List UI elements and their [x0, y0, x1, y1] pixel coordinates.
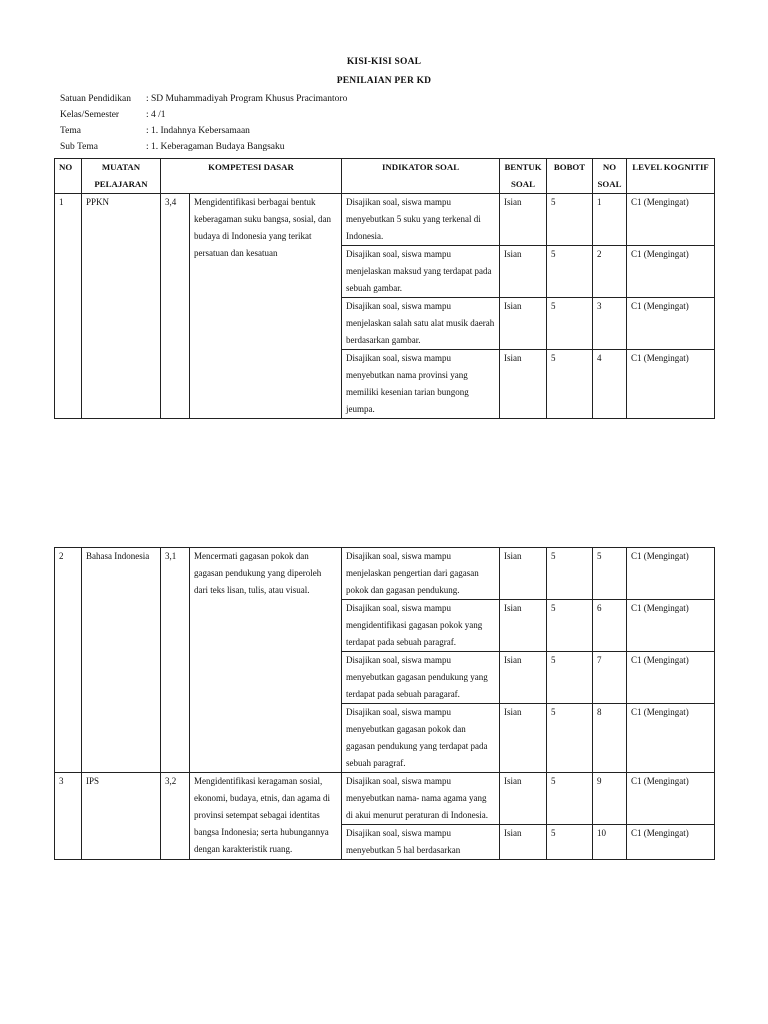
cell-level: C1 (Mengingat) [627, 194, 715, 246]
cell-indikator: Disajikan soal, siswa mampu mengidentifikasi gagasan pokok yang terdapat pada sebuah paragraf. [342, 600, 500, 652]
cell-indikator: Disajikan soal, siswa mampu menyebutkan 5 hal berdasarkan [342, 825, 500, 860]
cell-level: C1 (Mengingat) [627, 246, 715, 298]
cell-indikator: Disajikan soal, siswa mampu menyebutkan gagasan pokok dan gagasan pendukung yang terdapat pada sebuah paragraf. [342, 704, 500, 773]
info-row [60, 107, 347, 123]
cell-bentuk: Isian [500, 825, 547, 860]
cell-bentuk: Isian [500, 350, 547, 419]
cell-muatan: PPKN [82, 194, 161, 419]
cell-bobot: 5 [547, 246, 593, 298]
cell-muatan: IPS [82, 773, 161, 860]
cell-kd-no: 3,2 [161, 773, 190, 860]
document-title: KISI-KISI SOAL [346, 57, 422, 67]
cell-level: C1 (Mengingat) [627, 548, 715, 600]
info-label: Sub Tema [60, 142, 98, 152]
cell-bentuk: Isian [500, 652, 547, 704]
cell-bentuk: Isian [500, 773, 547, 825]
cell-level: C1 (Mengingat) [627, 773, 715, 825]
col-header-kd: KOMPETESI DASAR [161, 159, 342, 194]
info-value: : SD Muhammadiyah Program Khusus Pracimantoro [146, 94, 348, 104]
document-subtitle: PENILAIAN PER KD [336, 76, 432, 86]
col-header-no-soal: NO SOAL [593, 159, 627, 194]
cell-no-soal: 2 [593, 246, 627, 298]
cell-no-soal: 10 [593, 825, 627, 860]
cell-level: C1 (Mengingat) [627, 600, 715, 652]
cell-level: C1 (Mengingat) [627, 704, 715, 773]
table-header-row [55, 159, 715, 194]
table-row [55, 194, 715, 246]
cell-no: 1 [55, 194, 82, 419]
cell-bobot: 5 [547, 350, 593, 419]
table-row [55, 548, 715, 600]
col-header-bentuk: BENTUK SOAL [500, 159, 547, 194]
cell-level: C1 (Mengingat) [627, 350, 715, 419]
col-header-bobot: BOBOT [547, 159, 593, 194]
col-header-level: LEVEL KOGNITIF [627, 159, 715, 194]
cell-bobot: 5 [547, 298, 593, 350]
cell-bentuk: Isian [500, 246, 547, 298]
cell-level: C1 (Mengingat) [627, 298, 715, 350]
cell-bobot: 5 [547, 194, 593, 246]
info-row [60, 123, 347, 139]
cell-indikator: Disajikan soal, siswa mampu menjelaskan salah satu alat musik daerah berdasarkan gambar. [342, 298, 500, 350]
cell-no-soal: 6 [593, 600, 627, 652]
cell-bentuk: Isian [500, 704, 547, 773]
col-header-no: NO [55, 159, 82, 194]
cell-bobot: 5 [547, 704, 593, 773]
cell-bentuk: Isian [500, 548, 547, 600]
cell-bobot: 5 [547, 600, 593, 652]
info-value: : 4 /1 [146, 110, 166, 120]
cell-bobot: 5 [547, 652, 593, 704]
cell-kd: Mengidentifikasi keragaman sosial, ekonomi, budaya, etnis, dan agama di provinsi setempat sebagai identitas bangsa Indonesia; serta hubungannya dengan karakteristik ruang. [190, 773, 342, 860]
cell-no-soal: 8 [593, 704, 627, 773]
col-header-muatan: MUATAN PELAJARAN [82, 159, 161, 194]
cell-bobot: 5 [547, 773, 593, 825]
cell-no-soal: 5 [593, 548, 627, 600]
cell-kd: Mengidentifikasi berbagai bentuk keberagaman suku bangsa, sosial, dan budaya di Indonesia yang terikat persatuan dan kesatuan [190, 194, 342, 419]
cell-muatan: Bahasa Indonesia [82, 548, 161, 773]
cell-no: 3 [55, 773, 82, 860]
cell-no-soal: 4 [593, 350, 627, 419]
cell-bobot: 5 [547, 825, 593, 860]
cell-no-soal: 1 [593, 194, 627, 246]
info-label: Kelas/Semester [60, 110, 120, 120]
cell-no-soal: 3 [593, 298, 627, 350]
info-row [60, 139, 347, 155]
cell-bobot: 5 [547, 548, 593, 600]
col-header-indikator: INDIKATOR SOAL [342, 159, 500, 194]
info-value: : 1. Keberagaman Budaya Bangsaku [146, 142, 285, 152]
info-block [60, 91, 347, 155]
cell-indikator: Disajikan soal, siswa mampu menyebutkan gagasan pendukung yang terdapat pada sebuah paragaraf. [342, 652, 500, 704]
cell-kd-no: 3,4 [161, 194, 190, 419]
cell-no-soal: 9 [593, 773, 627, 825]
cell-bentuk: Isian [500, 600, 547, 652]
info-label: Tema [60, 126, 81, 136]
cell-indikator: Disajikan soal, siswa mampu menyebutkan nama- nama agama yang di akui menurut peraturan di Indonesia. [342, 773, 500, 825]
cell-level: C1 (Mengingat) [627, 825, 715, 860]
cell-bentuk: Isian [500, 298, 547, 350]
info-value: : 1. Indahnya Kebersamaan [146, 126, 250, 136]
cell-indikator: Disajikan soal, siswa mampu menyebutkan nama provinsi yang memiliki kesenian tarian bungong jeumpa. [342, 350, 500, 419]
kisi-table-part-2 [54, 547, 715, 860]
cell-level: C1 (Mengingat) [627, 652, 715, 704]
cell-no-soal: 7 [593, 652, 627, 704]
cell-indikator: Disajikan soal, siswa mampu menyebutkan 5 suku yang terkenal di Indonesia. [342, 194, 500, 246]
cell-kd-no: 3,1 [161, 548, 190, 773]
cell-indikator: Disajikan soal, siswa mampu menjelaskan maksud yang terdapat pada sebuah gambar. [342, 246, 500, 298]
cell-kd: Mencermati gagasan pokok dan gagasan pendukung yang diperoleh dari teks lisan, tulis, atau visual. [190, 548, 342, 773]
cell-no: 2 [55, 548, 82, 773]
cell-bentuk: Isian [500, 194, 547, 246]
info-row [60, 91, 347, 107]
cell-indikator: Disajikan soal, siswa mampu menjelaskan pengertian dari gagasan pokok dan gagasan pendukung. [342, 548, 500, 600]
info-label: Satuan Pendidikan [60, 94, 131, 104]
table-row [55, 773, 715, 825]
kisi-table-part-1 [54, 158, 715, 419]
